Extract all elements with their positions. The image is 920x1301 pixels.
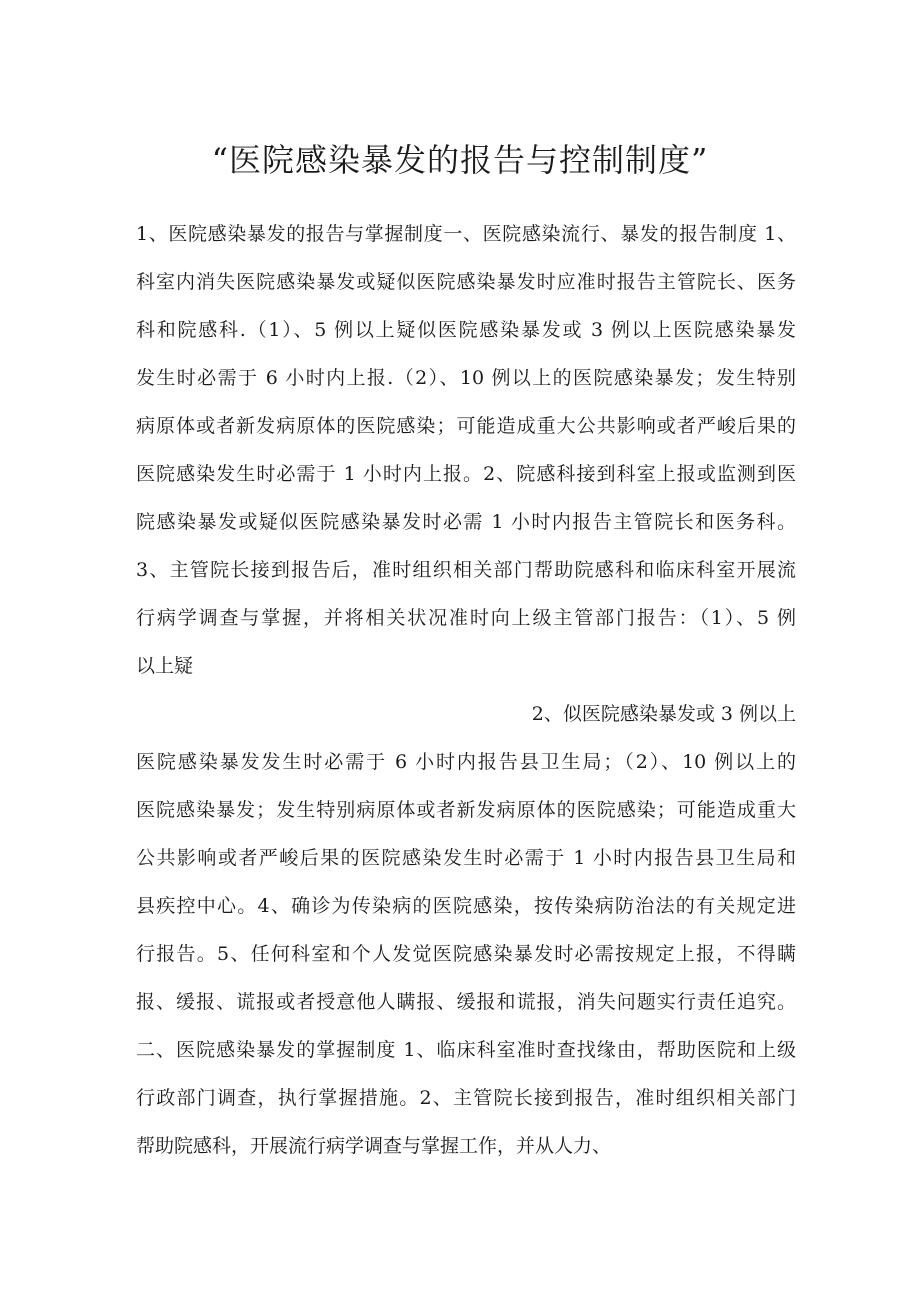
body-line: 县疾控中心。4、确诊为传染病的医院感染，按传染病防治法的有关规定进 <box>136 895 796 917</box>
body-line: 3、主管院长接到报告后，准时组织相关部门帮助院感科和临床科室开展流 <box>136 559 796 581</box>
body-line: 报、缓报、谎报或者授意他人瞒报、缓报和谎报，消失问题实行责任追究。 <box>136 991 796 1013</box>
body-line: 医院感染发生时必需于 1 小时内上报。2、院感科接到科室上报或监测到医 <box>136 463 796 485</box>
body-line-page-break: 2、似医院感染暴发或 3 例以上 <box>531 703 796 725</box>
body-line: 病原体或者新发病原体的医院感染；可能造成重大公共影响或者严峻后果的 <box>136 415 796 437</box>
body-line: 行政部门调查，执行掌握措施。2、主管院长接到报告，准时组织相关部门 <box>136 1087 796 1109</box>
body-line: 医院感染暴发；发生特别病原体或者新发病原体的医院感染；可能造成重大 <box>136 799 796 821</box>
body-line: 行病学调查与掌握，并将相关状况准时向上级主管部门报告：（1）、5 例 <box>136 607 796 629</box>
body-line: 公共影响或者严峻后果的医院感染发生时必需于 1 小时内报告县卫生局和 <box>136 847 796 869</box>
body-line: 帮助院感科，开展流行病学调查与掌握工作，并从人力、 <box>136 1135 612 1157</box>
document-title: “医院感染暴发的报告与控制制度” <box>211 141 709 179</box>
body-line: 以上疑 <box>136 655 194 677</box>
document-body <box>136 210 796 1170</box>
body-line: 院感染暴发或疑似医院感染暴发时必需 1 小时内报告主管院长和医务科。 <box>136 511 796 533</box>
body-line: 发生时必需于 6 小时内上报.（2）、10 例以上的医院感染暴发；发生特别 <box>136 367 796 389</box>
body-line: 医院感染暴发发生时必需于 6 小时内报告县卫生局；（2）、10 例以上的 <box>136 751 796 773</box>
body-line: 科室内消失医院感染暴发或疑似医院感染暴发时应准时报告主管院长、医务 <box>136 271 796 293</box>
body-line: 1、医院感染暴发的报告与掌握制度一、医院感染流行、暴发的报告制度 1、 <box>136 223 796 245</box>
body-line: 科和院感科.（1）、5 例以上疑似医院感染暴发或 3 例以上医院感染暴发 <box>136 319 796 341</box>
body-line: 行报告。5、任何科室和个人发觉医院感染暴发时必需按规定上报，不得瞒 <box>136 943 796 965</box>
body-line: 二、医院感染暴发的掌握制度 1、临床科室准时查找缘由，帮助医院和上级 <box>136 1039 796 1061</box>
